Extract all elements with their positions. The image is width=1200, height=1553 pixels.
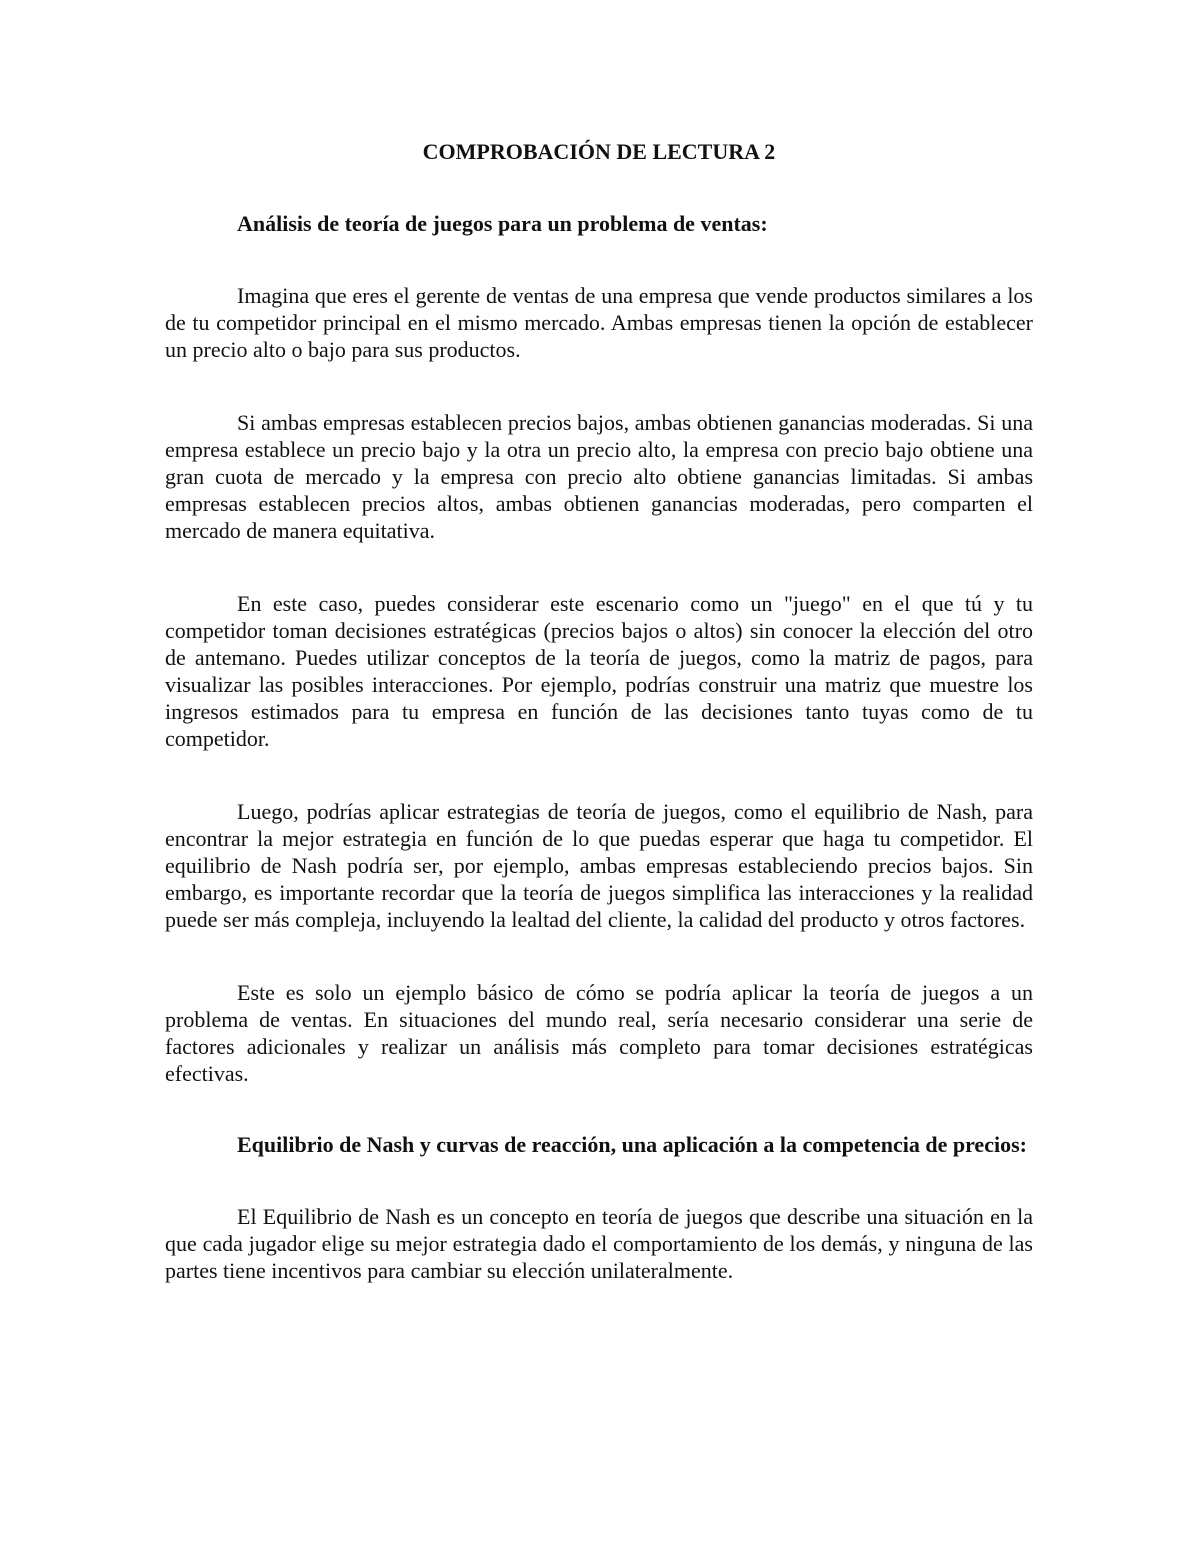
paragraph-nash-strategy: Luego, podrías aplicar estrategias de teoría de juegos, como el equilibrio de Nash, para encontrar la mejor estrategia en función de lo que puedas esperar que haga tu competidor. El equilibrio de Nash podría ser, por ejemplo, ambas empresas estableciendo precios bajos. Sin embargo, es importante recordar que la teoría de juegos simplifica las interacciones y la realidad puede ser más compleja, incluyendo la lealtad del cliente, la calidad del producto y otros factores.	[165, 799, 1033, 932]
section-heading-nash-equilibrium: Equilibrio de Nash y curvas de reacción, una aplicación a la competencia de precios:	[237, 1132, 1027, 1157]
paragraph-scenario: Imagina que eres el gerente de ventas de una empresa que vende productos similares a los de tu competidor principal en el mismo mercado. Ambas empresas tienen la opción de establecer un precio alto o bajo para sus productos.	[165, 283, 1033, 362]
paragraph-conclusion: Este es solo un ejemplo básico de cómo se podría aplicar la teoría de juegos a un problema de ventas. En situaciones del mundo real, sería necesario considerar una serie de factores adicionales y realizar un análisis más completo para tomar decisiones estratégicas efectivas.	[165, 980, 1033, 1086]
paragraph-nash-definition: El Equilibrio de Nash es un concepto en teoría de juegos que describe una situación en la que cada jugador elige su mejor estrategia dado el comportamiento de los demás, y ninguna de las partes tiene incentivos para cambiar su elección unilateralmente.	[165, 1204, 1033, 1283]
document-body	[165, 138, 1033, 1284]
paragraph-game-analysis: En este caso, puedes considerar este escenario como un "juego" en el que tú y tu competidor toman decisiones estratégicas (precios bajos o altos) sin conocer la elección del otro de antemano. Puedes utilizar conceptos de la teoría de juegos, como la matriz de pagos, para visualizar las posibles interacciones. Por ejemplo, podrías construir una matriz que muestre los ingresos estimados para tu empresa en función de las decisiones tanto tuyas como de tu competidor.	[165, 591, 1033, 751]
document-title: COMPROBACIÓN DE LECTURA 2	[422, 139, 776, 164]
paragraph-outcomes: Si ambas empresas establecen precios bajos, ambas obtienen ganancias moderadas. Si una empresa establece un precio bajo y la otra un precio alto, la empresa con precio bajo obtiene una gran cuota de mercado y la empresa con precio alto obtiene ganancias limitadas. Si ambas empresas establecen precios altos, ambas obtienen ganancias moderadas, pero comparten el mercado de manera equitativa.	[165, 410, 1033, 543]
section-heading-game-theory: Análisis de teoría de juegos para un problema de ventas:	[237, 211, 768, 236]
